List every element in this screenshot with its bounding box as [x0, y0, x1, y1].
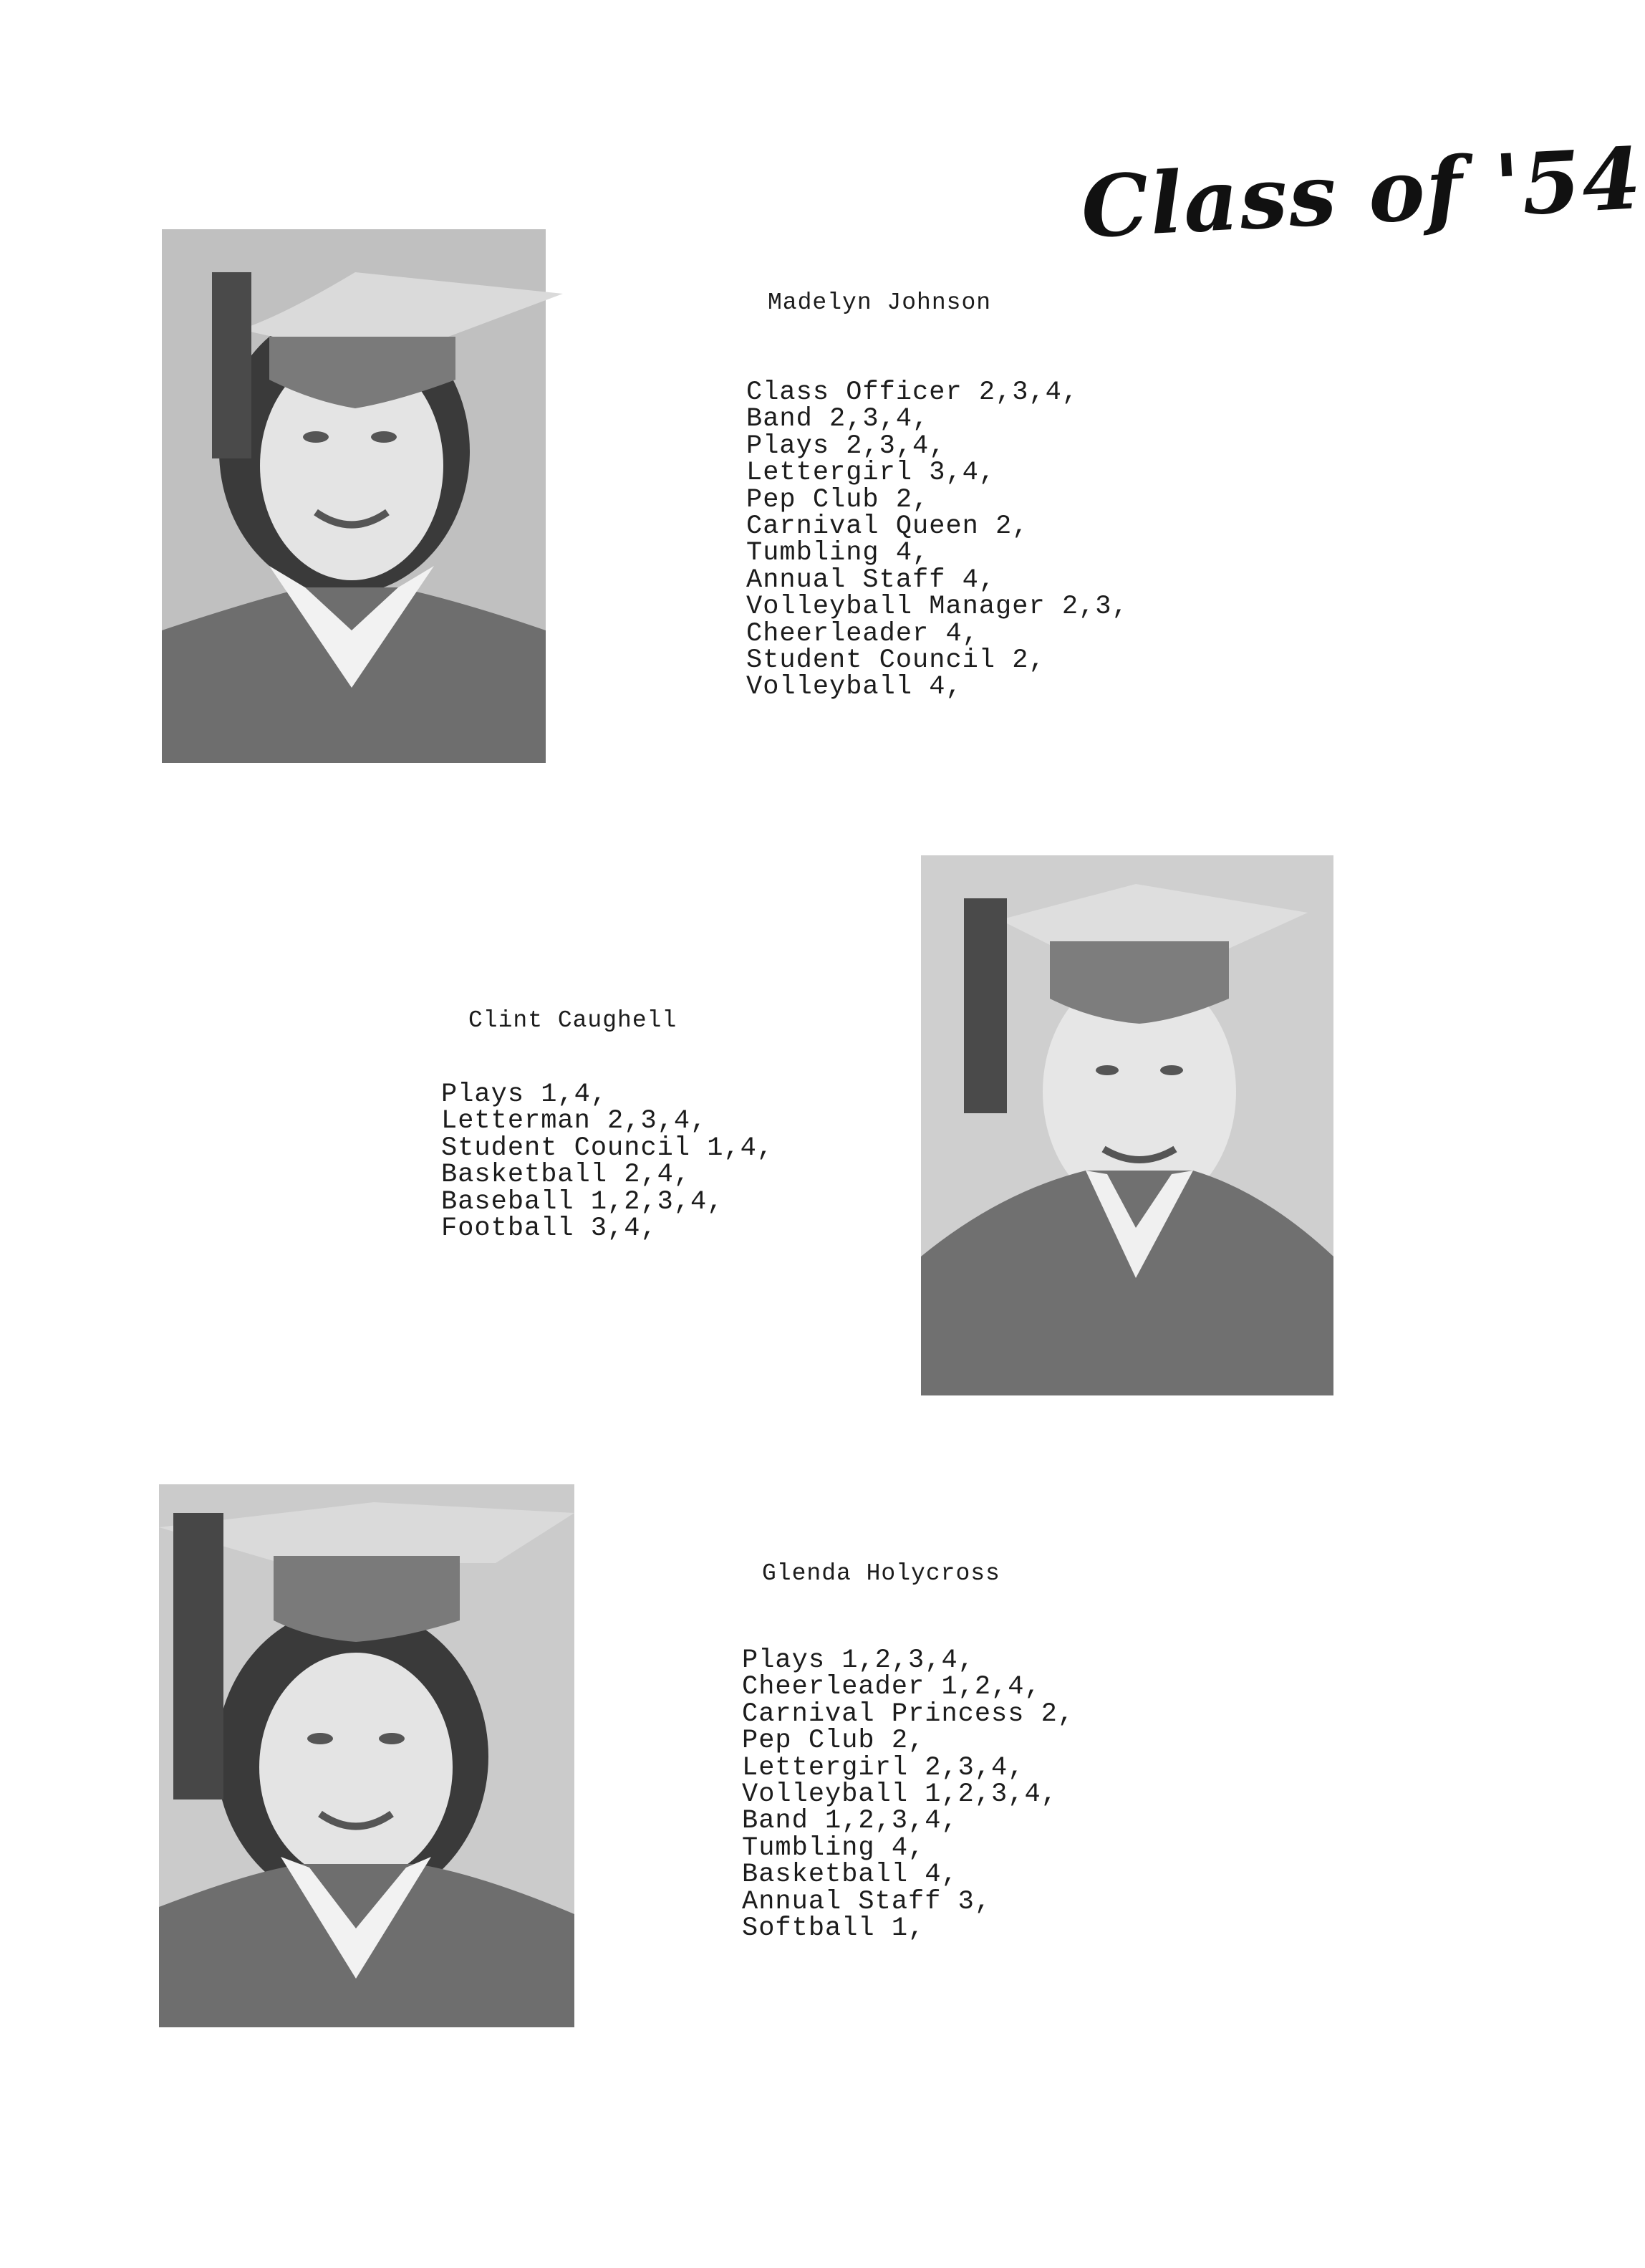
- list-item: Student Council 1,4,: [441, 1133, 774, 1163]
- activity-list: [441, 1082, 773, 1242]
- activity-list: [742, 1645, 1075, 1944]
- list-item: Pep Club 2,: [742, 1726, 925, 1757]
- list-item: Volleyball 4,: [746, 672, 963, 703]
- list-item: Lettergirl 2,3,4,: [742, 1752, 1025, 1783]
- list-item: Pep Club 2,: [746, 484, 930, 515]
- list-item: Lettergirl 3,4,: [746, 458, 996, 489]
- list-item: Student Council 2,: [746, 645, 1046, 676]
- senior-photo-clint-caughell: [921, 855, 1333, 1395]
- list-item: Volleyball 1,2,3,4,: [742, 1779, 1058, 1810]
- list-item: Annual Staff 4,: [746, 564, 996, 595]
- list-item: Cheerleader 1,2,4,: [742, 1672, 1041, 1703]
- list-item: Tumbling 4,: [742, 1832, 925, 1863]
- list-item: Letterman 2,3,4,: [441, 1106, 708, 1137]
- list-item: Carnival Princess 2,: [742, 1698, 1075, 1729]
- list-item: Tumbling 4,: [746, 538, 930, 569]
- list-item: Basketball 2,4,: [441, 1160, 691, 1191]
- list-item: Basketball 4,: [742, 1860, 958, 1890]
- senior-photo-madelyn-johnson: [162, 229, 546, 763]
- senior-photo-glenda-holycross: [159, 1484, 574, 2027]
- list-item: Carnival Queen 2,: [746, 511, 1029, 542]
- activity-list: [746, 380, 1129, 701]
- list-item: Class Officer 2,3,4,: [746, 378, 1079, 408]
- list-item: Football 3,4,: [441, 1214, 657, 1244]
- list-item: Plays 2,3,4,: [746, 431, 946, 461]
- senior-name: Glenda Holycross: [762, 1560, 1000, 1587]
- list-item: Annual Staff 3,: [742, 1886, 992, 1917]
- list-item: Plays 1,4,: [441, 1080, 608, 1110]
- page-header: Class of '54: [1079, 128, 1645, 257]
- list-item: Cheerleader 4,: [746, 618, 979, 649]
- list-item: Softball 1,: [742, 1913, 925, 1944]
- list-item: Plays 1,2,3,4,: [742, 1645, 975, 1676]
- list-item: Baseball 1,2,3,4,: [441, 1186, 724, 1217]
- senior-name: Madelyn Johnson: [768, 289, 992, 316]
- list-item: Band 1,2,3,4,: [742, 1806, 958, 1837]
- senior-name: Clint Caughell: [468, 1007, 677, 1034]
- list-item: Volleyball Manager 2,3,: [746, 592, 1129, 623]
- list-item: Band 2,3,4,: [746, 404, 930, 435]
